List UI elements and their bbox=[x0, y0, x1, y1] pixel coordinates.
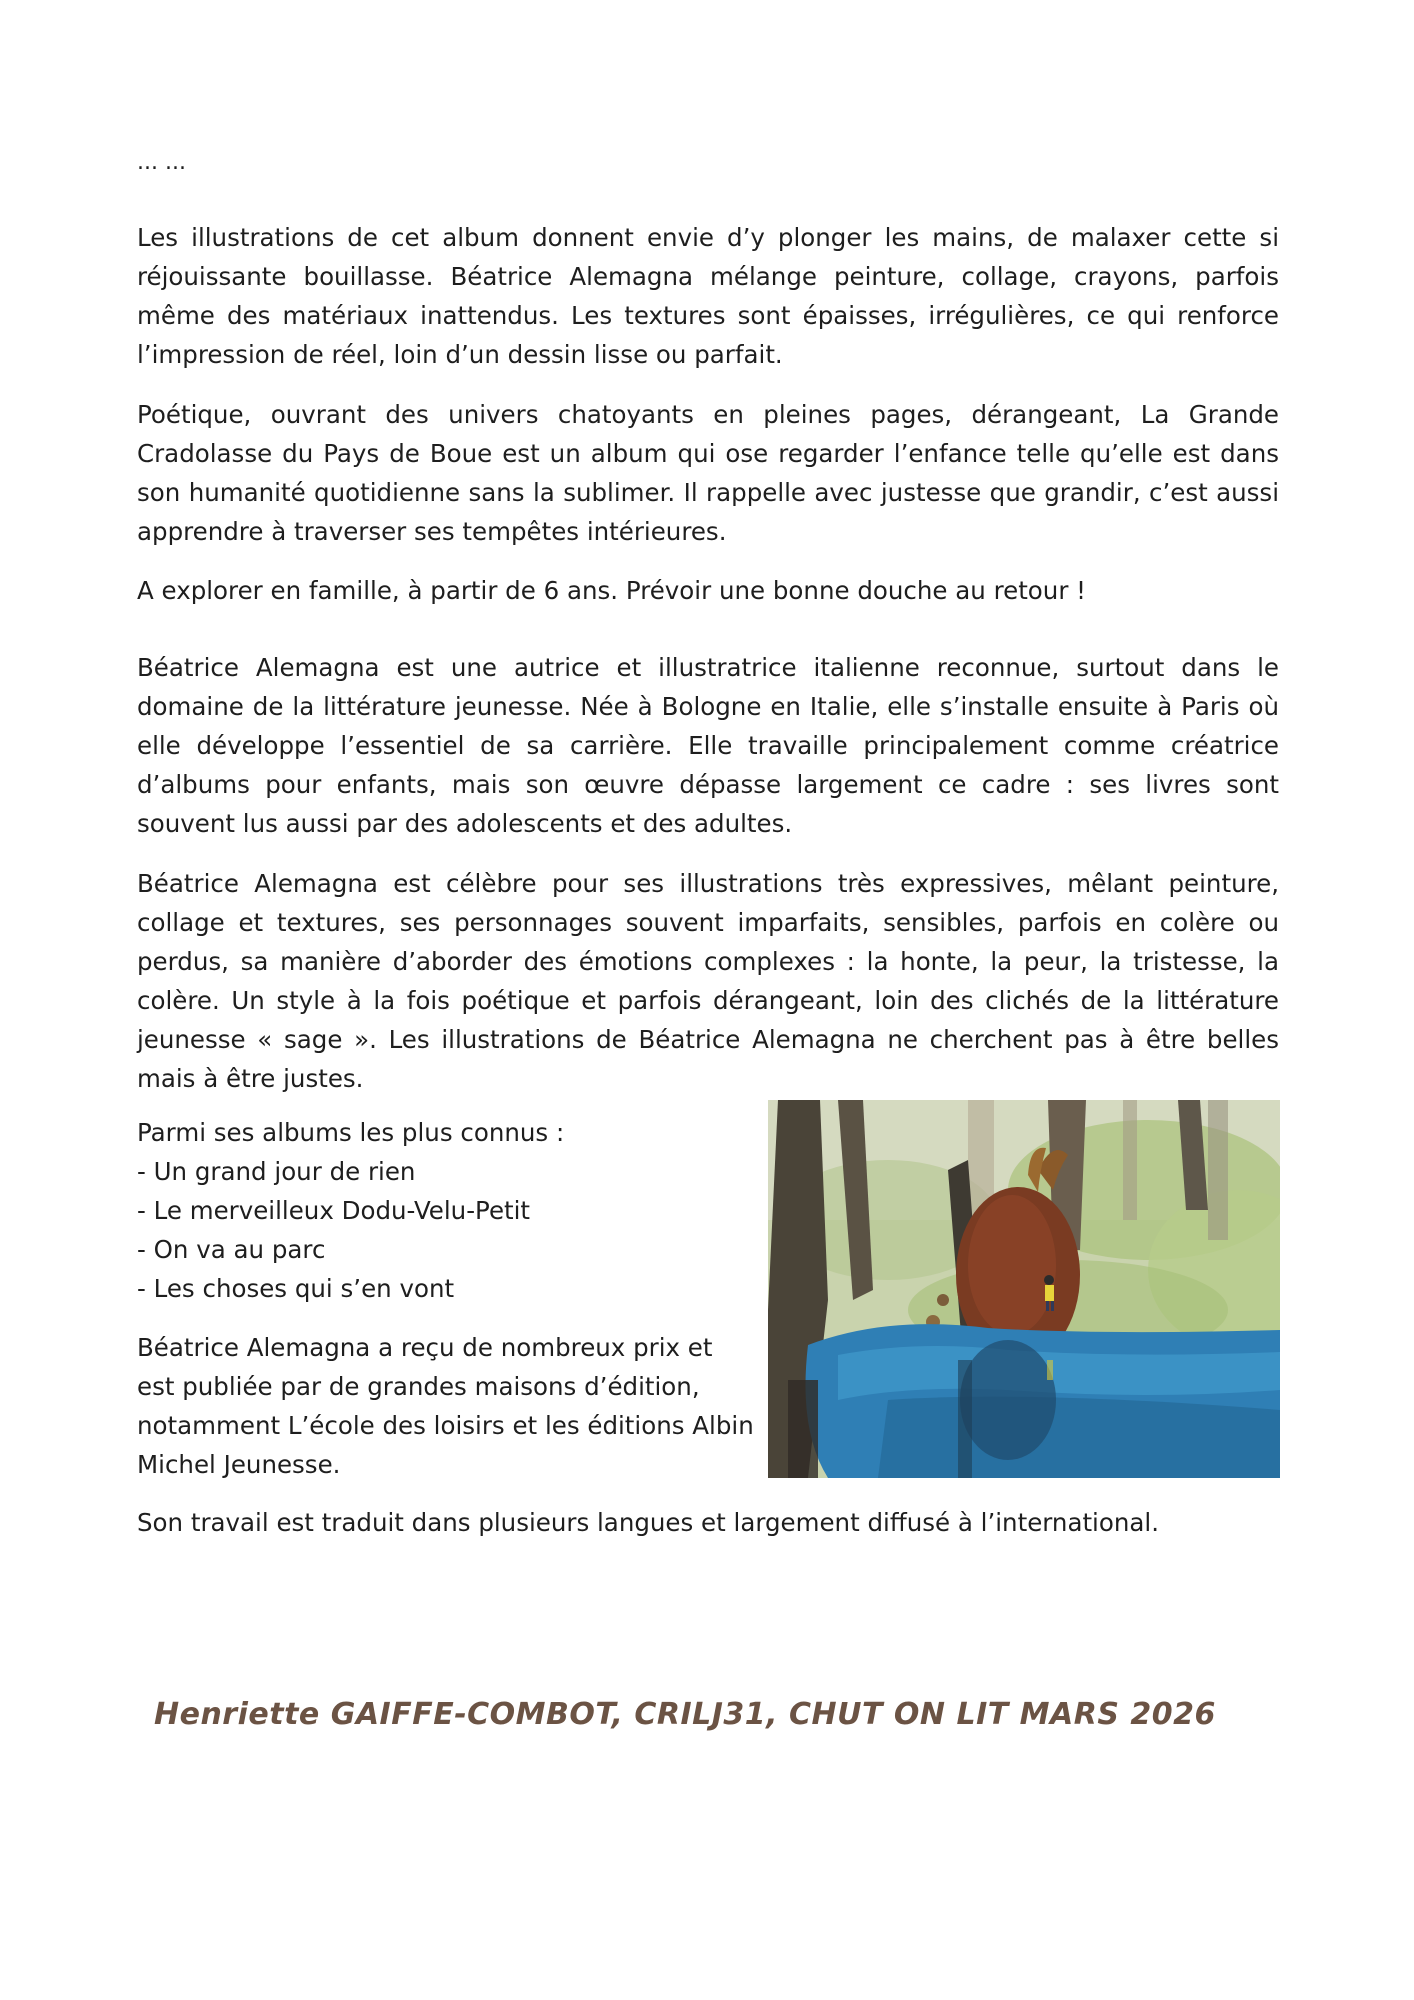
paragraph-style: Béatrice Alemagna est célèbre pour ses illustrations très expressives, mêlant peinture, collage et textures, ses personnages souvent imparfaits, sensibles, parfois en colère ou perdus, sa manière d’aborder des émotions complexes : la honte, la peur, la tristesse, la colère. Un style à la fois poétique et parfois dérangeant, loin des clichés de la littérature jeunesse « sage ». Les illustrations de Béatrice Alemagna ne cherchent pas à être belles mais à être justes. bbox=[137, 869, 1279, 1093]
albums-list-title: Parmi ses albums les plus connus : bbox=[137, 1118, 565, 1147]
paragraph-prizes: Béatrice Alemagna a reçu de nombreux prix et est publiée par de grandes maisons d’édition, notamment L’école des loisirs et les éditions Albin Michel Jeunesse. bbox=[137, 1333, 754, 1479]
ellipsis-text: ... ... bbox=[137, 150, 186, 175]
book-illustration bbox=[768, 1100, 1280, 1478]
list-item: - Un grand jour de rien bbox=[137, 1157, 416, 1186]
list-item: - Les choses qui s’en vont bbox=[137, 1274, 455, 1303]
paragraph-closing: Son travail est traduit dans plusieurs langues et largement diffusé à l’international. bbox=[137, 1508, 1159, 1537]
paragraph-poetique: Poétique, ouvrant des univers chatoyants en pleines pages, dérangeant, La Grande Cradolasse du Pays de Boue est un album qui ose regarder l’enfance telle qu’elle est dans son humanité quotidienne sans la sublimer. Il rappelle avec justesse que grandir, c’est aussi apprendre à traverser ses tempêtes intérieures. bbox=[137, 400, 1279, 546]
paragraph-biography: Béatrice Alemagna est une autrice et illustratrice italienne reconnue, surtout dans le domaine de la littérature jeunesse. Née à Bologne en Italie, elle s’installe ensuite à Paris où elle développe l’essentiel de sa carrière. Elle travaille principalement comme créatrice d’albums pour enfants, mais son œuvre dépasse largement ce cadre : ses livres sont souvent lus aussi par des adolescents et des adultes. bbox=[137, 653, 1279, 838]
list-item: - On va au parc bbox=[137, 1235, 326, 1264]
list-item: - Le merveilleux Dodu-Velu-Petit bbox=[137, 1196, 531, 1225]
paragraph-explorer: A explorer en famille, à partir de 6 ans. Prévoir une bonne douche au retour ! bbox=[137, 576, 1087, 605]
signature: Henriette GAIFFE-COMBOT, CRILJ31, CHUT ON LIT MARS 2026 bbox=[154, 1697, 1216, 1732]
paragraph-illustrations: Les illustrations de cet album donnent envie d’y plonger les mains, de malaxer cette si réjouissante bouillasse. Béatrice Alemagna mélange peinture, collage, crayons, parfois même des matériaux inattendus. Les textures sont épaisses, irrégulières, ce qui renforce l’impression de réel, loin d’un dessin lisse ou parfait. bbox=[137, 223, 1279, 369]
albums-list bbox=[137, 1113, 757, 1308]
